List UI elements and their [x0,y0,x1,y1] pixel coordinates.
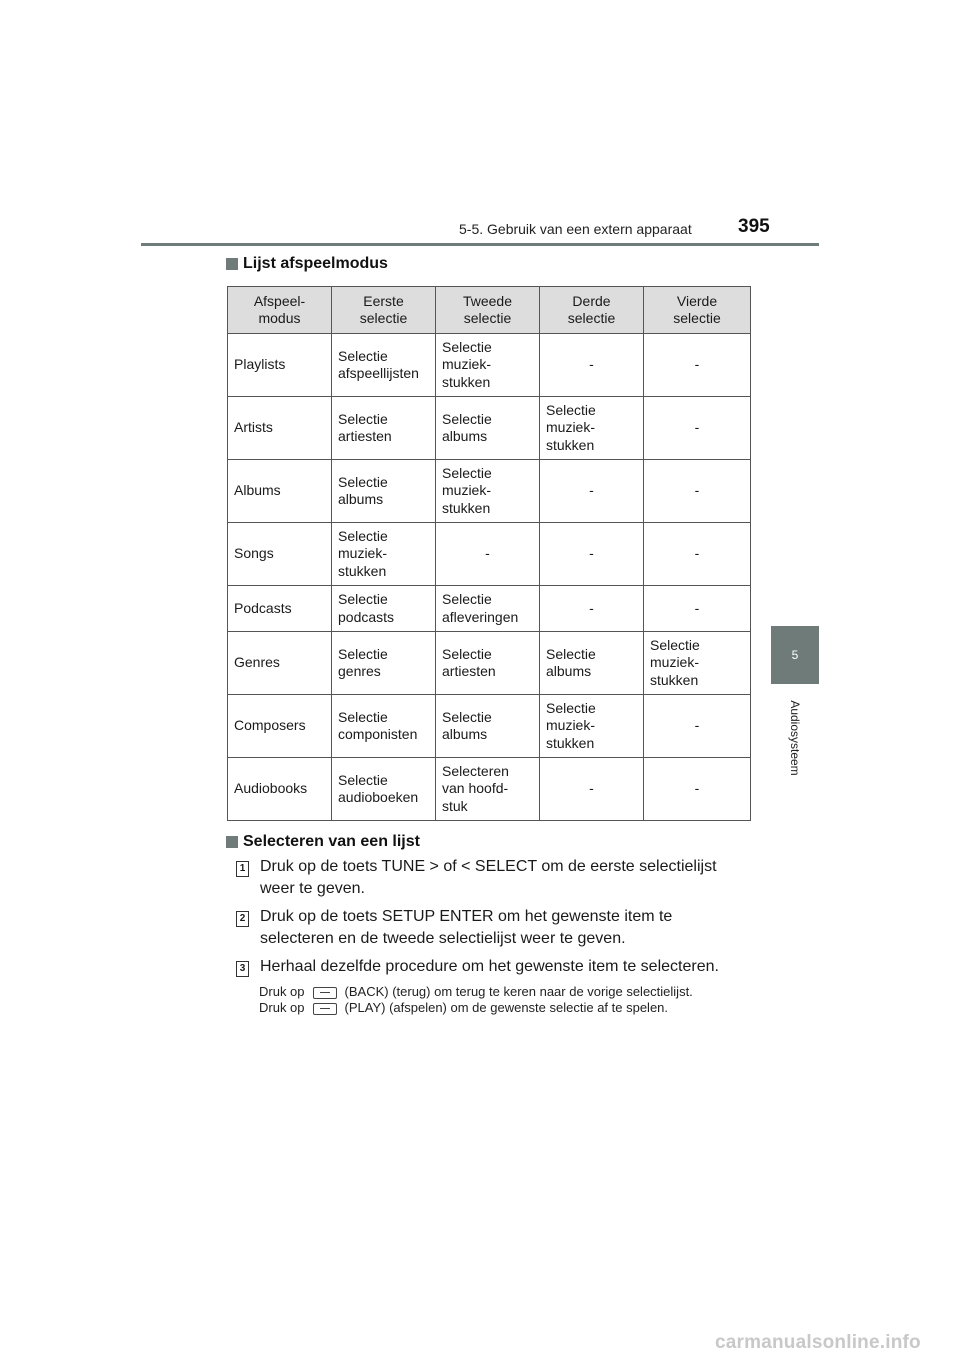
header-line: selectie [463,310,512,326]
table-cell [228,334,332,397]
table-cell [436,397,540,460]
page-number: 395 [738,216,770,237]
table-cell [228,586,332,632]
note-suffix: (PLAY) (afspelen) om de gewenste selectie af te spelen. [344,1000,669,1015]
cell-line: stukken [442,499,491,516]
table-header-cell [436,287,540,334]
header-line: Derde [572,292,611,309]
table-cell [540,695,644,758]
table-cell [540,632,644,695]
cell-line: - [694,780,700,797]
cell-line: Selectie [338,591,388,607]
cell-line: - [694,482,700,499]
cell-line: Selectie [338,527,388,544]
table-cell [436,586,540,632]
table-cell [644,523,751,586]
cell-line: Selectie [442,708,492,725]
step-number-icon: 1 [236,861,249,877]
cell-line: Albums [234,482,281,499]
step-number-icon: 3 [236,961,249,977]
cell-line: Selecteren [442,762,509,779]
cell-line: van hoofd- [442,780,509,797]
table-cell [332,334,436,397]
table-cell [332,523,436,586]
table-row [228,334,751,397]
cell-line: - [694,419,700,436]
cell-line: Selectie [546,645,596,662]
cell-line: muziek- [546,717,596,734]
step-text: Herhaal dezelfde procedure om het gewenste item te selecteren. [260,958,719,975]
table-cell [644,758,751,821]
step-item [236,906,748,950]
play-button-icon [313,1003,337,1015]
note-suffix: (BACK) (terug) om terug te keren naar de vorige selectielijst. [344,984,693,999]
cell-line: stukken [546,734,595,751]
table-cell [228,758,332,821]
square-bullet-icon [226,258,238,270]
cell-line: muziek- [546,419,596,436]
cell-line: muziek- [338,545,388,562]
header-line: modus [258,310,301,326]
cell-line: Selectie [546,401,596,418]
cell-line: Songs [234,545,274,562]
header-line: selectie [673,310,721,326]
cell-line: Genres [234,654,280,671]
playmode-table [227,286,751,821]
note-back [259,984,751,1000]
step-item [236,856,748,900]
table-cell [436,334,540,397]
cell-line: Playlists [234,356,286,373]
cell-line: Selectie [338,473,388,490]
table-cell [436,523,540,586]
section-heading-text: Lijst afspeelmodus [243,255,388,272]
table-row [228,460,751,523]
cell-line: muziek- [442,482,492,499]
cell-line: stukken [546,436,595,453]
cell-line: Selectie [338,645,388,662]
cell-line: Selectie [442,464,492,481]
table-header-cell [228,287,332,334]
notes [259,984,751,1016]
cell-line: - [589,545,594,562]
watermark: carmanualsonline.info [715,1332,921,1353]
cell-line: - [694,717,700,734]
cell-line: Selectie [442,645,492,662]
table-cell [644,586,751,632]
table-cell [332,758,436,821]
cell-line: - [694,545,700,562]
header-line: Eerste [363,292,404,309]
table-cell [332,632,436,695]
cell-line: stukken [338,562,387,579]
table-cell [540,758,644,821]
cell-line: Selectie [338,347,388,364]
table-header-cell [332,287,436,334]
cell-line: - [589,482,594,499]
table-row [228,523,751,586]
cell-line: - [694,356,700,373]
cell-line: Selectie [442,591,492,607]
chapter-label: Audiosysteem [788,700,802,776]
cell-line: albums [546,663,592,679]
table-cell [436,460,540,523]
cell-line: Selectie [338,771,388,788]
cell-line: Selectie [650,636,700,653]
table-cell [540,334,644,397]
header-line: Afspeel- [253,292,306,309]
section-heading-playmode [226,255,388,273]
cell-line: stukken [650,671,699,688]
table-cell [228,523,332,586]
table-cell [436,695,540,758]
chapter-tab [771,626,819,684]
table-row [228,397,751,460]
header-line: Vierde [676,292,718,309]
section-heading-select-list [226,833,420,851]
cell-line: Artists [234,419,273,436]
header-rule [141,243,819,246]
step-text: Druk op de toets SETUP ENTER om het gewenste item te selecteren en de tweede selectielijst weer te geven. [260,908,673,947]
cell-line: artiesten [338,428,392,444]
note-prefix: Druk op [259,984,305,999]
table-cell [436,758,540,821]
table-row [228,632,751,695]
table-header-row [228,287,751,334]
cell-line: artiesten [442,663,496,679]
table-row [228,695,751,758]
cell-line: stuk [442,797,468,814]
table-cell [228,397,332,460]
table-cell [436,632,540,695]
cell-line: muziek- [650,654,700,671]
table-header-cell [644,287,751,334]
cell-line: audioboeken [338,789,419,805]
cell-line: afspeellijsten [338,365,419,381]
cell-line: Composers [234,717,306,734]
table-cell [540,523,644,586]
chapter-number: 5 [791,648,799,662]
cell-line: muziek- [442,356,492,373]
step-number-icon: 2 [236,911,249,927]
table-row [228,586,751,632]
cell-line: Selectie [338,708,388,725]
steps-list [236,856,748,984]
table-cell [332,586,436,632]
cell-line: - [589,356,594,373]
cell-line: - [694,599,700,616]
back-button-icon [313,987,337,999]
cell-line: genres [338,663,381,679]
table-cell [332,460,436,523]
cell-line: albums [442,428,488,444]
table-cell [228,695,332,758]
cell-line: Podcasts [234,599,292,616]
cell-line: - [589,780,594,797]
cell-line: Selectie [442,410,492,427]
table-cell [228,632,332,695]
table-cell [644,695,751,758]
table-cell [540,586,644,632]
step-text: Druk op de toets TUNE > of < SELECT om de eerste selectielijst weer te geven. [260,858,717,897]
table-cell [644,334,751,397]
header-line: selectie [567,310,616,326]
cell-line: Audiobooks [234,780,308,797]
table-cell [228,460,332,523]
cell-line: Selectie [546,699,596,716]
cell-line: afleveringen [442,608,519,625]
cell-line: podcasts [338,608,395,625]
cell-line: albums [442,726,488,742]
table-cell [332,397,436,460]
table-row [228,758,751,821]
table-cell [644,632,751,695]
table-header-cell [540,287,644,334]
cell-line: - [485,545,490,562]
cell-line: - [589,599,594,616]
table-cell [540,397,644,460]
table-cell [644,460,751,523]
table-cell [644,397,751,460]
note-play [259,1000,751,1016]
cell-line: stukken [442,373,491,390]
section-heading-text: Selecteren van een lijst [243,833,420,850]
note-prefix: Druk op [259,1000,305,1015]
cell-line: componisten [338,726,418,742]
table-cell [332,695,436,758]
cell-line: albums [338,491,384,507]
cell-line: Selectie [442,338,492,355]
header-line: selectie [359,310,408,326]
square-bullet-icon [226,836,238,848]
header-section-title: 5-5. Gebruik van een extern apparaat [459,221,692,237]
step-item [236,956,748,978]
table-cell [540,460,644,523]
cell-line: Selectie [338,410,388,427]
header-line: Tweede [462,292,513,309]
